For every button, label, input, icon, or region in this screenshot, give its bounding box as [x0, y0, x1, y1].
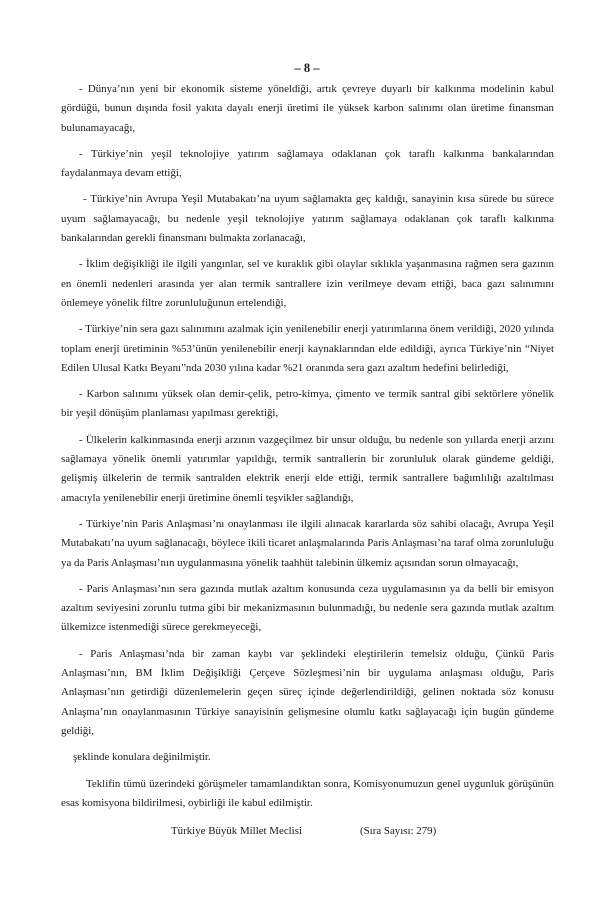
paragraph: - Ülkelerin kalkınmasında enerji arzının vazgeçilmez bir unsur olduğu, bu nedenle son yıllarda enerji arzını sağlamaya yönelik önemli yatırımlar yapıldığı, termik santrallerin bir zorunluluk olarak gündeme geldiği, gelişmiş ülkelerin de termik santralden elektrik enerji elde ettiği, termik santrallere bağımlılığı azaltılması amacıyla yenilenebilir enerji üretimine önemli teşvikler sağlandığı,: [61, 433, 554, 504]
final-paragraph: Teklifin tümü üzerindeki görüşmeler tamamlandıktan sonra, Komisyonumuzun genel uygunluk görüşünün esas komisyona bildirilmesi, oybirliği ile kabul edilmiştir.: [61, 777, 554, 809]
paragraph: - Dünya’nın yeni bir ekonomik sisteme yöneldiği, artık çevreye duyarlı bir kalkınma modelinin kabul gördüğü, bunun dışında fosil yakıta dayalı enerji üretimi ile yüksek karbon salınımı olan üretime finansman bulunamayacağı,: [61, 83, 554, 134]
page-number: – 8 –: [294, 61, 320, 75]
paragraph: - Türkiye’nin sera gazı salınımını azalmak için yenilenebilir enerji yatırımlarına önem verildiği, 2020 yılında toplam enerji üretiminin %53’ünün yenilenebilir enerji kaynaklarından elde edildiği, ayrıca Türkiye’nin “Niyet Edilen Ulusal Katkı Beyanı”nda 2030 yılına kadar %21 oranında sera gazı azaltım hedefini belirlediği,: [61, 323, 554, 374]
paragraph: - Türkiye’nin Avrupa Yeşil Mutabakatı’na uyum sağlamakta geç kaldığı, sanayinin kısa sürede bu sürece uyum sağlamayacağı, bu nedenle yeşil teknolojiye yatırım sağlamaya odaklanan çok taraflı kalkınma bankalarından gerekli finansmanı bulmakta zorlanacağı,: [61, 193, 557, 245]
footer-sequence-number: (Sıra Sayısı: 279): [360, 825, 437, 837]
paragraph: - Türkiye’nin Paris Anlaşması’nı onaylanması ile ilgili alınacak kararlarda söz sahibi olacağı, Avrupa Yeşil Mutabakatı’na uyum sağlanacağı, böylece ikili ticaret anlaşmalarında Paris Anlaşması’na taraf olma zorunluluğu ya da Paris Anlaşması’nın uygulanmasına yönelik taahhüt talebinin ülkemiz açısından sorun olmayacağı,: [61, 517, 554, 569]
paragraph: - Paris Anlaşması’nda bir zaman kaybı var şeklindeki eleştirilerin temelsiz olduğu, Çünkü Paris Anlaşması’nın, BM İklim Değişikliği Çerçeve Sözleşmesi’nin bir uygulama anlaşması olduğu, Paris Anlaşması’nın getirdiği düzenlemelerin geçen süreç içinde değerlendirildiği, gelinen noktada söz konusu Anlaşma’nın onaylanmasının Türkiye sanayisinin gelişmesine olumlu katkı sağlayacağı için bugün gündeme geldiği,: [61, 647, 554, 737]
paragraph: - Paris Anlaşması’nın sera gazında mutlak azaltım konusunda ceza uygulamasının ya da belli bir emisyon azaltım seviyesini zorunlu tutma gibi bir mekanizmasının bulunmadığı, bu nedenle sera gazında mutlak azaltım ülkemizce istenmediği sürece gerekmeyeceği,: [61, 582, 554, 634]
paragraph: - Türkiye’nin yeşil teknolojiye yatırım sağlamaya odaklanan çok taraflı kalkınma bankalarından faydalanmaya devam ettiği,: [61, 147, 554, 180]
paragraph: - İklim değişikliği ile ilgili yangınlar, sel ve kuraklık gibi olaylar sıklıkla yaşanmasına rağmen sera gazının en önemli nedenleri arasında yer alan termik santrallere izin verilmeye devam ettiği, baca gazı salınımını önlemeye yönelik filtre zorunluluğunun ertelendiği,: [61, 258, 554, 309]
report-body: [61, 80, 557, 820]
paragraph: - Karbon salınımı yüksek olan demir-çelik, petro-kimya, çimento ve termik santral gibi sektörlere yönelik bir yeşil dönüşüm planlaması yapılması gerektiği,: [61, 388, 554, 420]
closing-line: şeklinde konulara değinilmiştir.: [73, 751, 211, 764]
footer-institution: Türkiye Büyük Millet Meclisi: [171, 825, 302, 837]
